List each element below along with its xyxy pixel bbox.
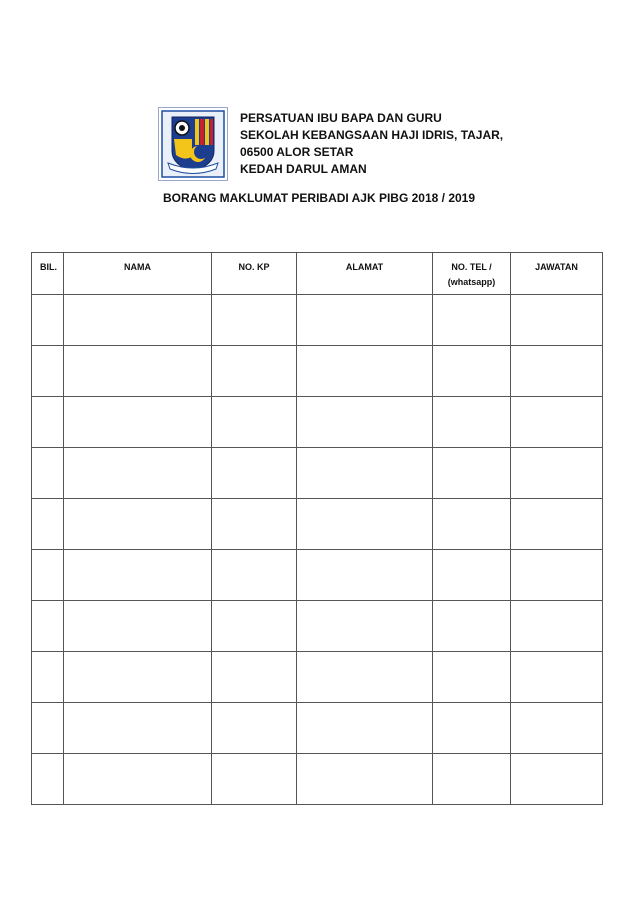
cell-no-kp[interactable] — [212, 703, 297, 754]
cell-no-tel[interactable] — [433, 448, 511, 499]
cell-no-tel[interactable] — [433, 703, 511, 754]
cell-no-tel[interactable] — [433, 397, 511, 448]
cell-jawatan[interactable] — [511, 397, 603, 448]
cell-bil[interactable] — [32, 346, 64, 397]
table-row — [32, 397, 603, 448]
school-header — [240, 110, 503, 178]
header-line: PERSATUAN IBU BAPA DAN GURU — [240, 111, 442, 125]
cell-no-kp[interactable] — [212, 652, 297, 703]
cell-alamat[interactable] — [297, 703, 433, 754]
cell-nama[interactable] — [64, 397, 212, 448]
cell-jawatan[interactable] — [511, 448, 603, 499]
cell-jawatan[interactable] — [511, 550, 603, 601]
cell-no-tel[interactable] — [433, 499, 511, 550]
cell-alamat[interactable] — [297, 448, 433, 499]
col-header-alamat: ALAMAT — [297, 253, 433, 295]
table-row — [32, 601, 603, 652]
table-row — [32, 754, 603, 805]
cell-bil[interactable] — [32, 499, 64, 550]
cell-bil[interactable] — [32, 550, 64, 601]
cell-nama[interactable] — [64, 703, 212, 754]
col-header-no-tel-sub: (whatsapp) — [447, 277, 496, 287]
table-row — [32, 703, 603, 754]
cell-nama[interactable] — [64, 295, 212, 346]
cell-nama[interactable] — [64, 601, 212, 652]
col-header-jawatan: JAWATAN — [511, 253, 603, 295]
cell-alamat[interactable] — [297, 652, 433, 703]
cell-alamat[interactable] — [297, 397, 433, 448]
cell-alamat[interactable] — [297, 550, 433, 601]
cell-alamat[interactable] — [297, 754, 433, 805]
header-line: SEKOLAH KEBANGSAAN HAJI IDRIS, TAJAR, — [240, 128, 504, 142]
cell-jawatan[interactable] — [511, 499, 603, 550]
cell-bil[interactable] — [32, 652, 64, 703]
table-row — [32, 448, 603, 499]
cell-no-tel[interactable] — [433, 295, 511, 346]
col-header-no-tel — [433, 253, 511, 295]
cell-jawatan[interactable] — [511, 754, 603, 805]
cell-alamat[interactable] — [297, 601, 433, 652]
cell-no-kp[interactable] — [212, 295, 297, 346]
cell-bil[interactable] — [32, 754, 64, 805]
table-row — [32, 652, 603, 703]
cell-nama[interactable] — [64, 550, 212, 601]
cell-jawatan[interactable] — [511, 652, 603, 703]
col-header-no-kp: NO. KP — [212, 253, 297, 295]
cell-no-kp[interactable] — [212, 550, 297, 601]
cell-alamat[interactable] — [297, 295, 433, 346]
cell-jawatan[interactable] — [511, 346, 603, 397]
cell-bil[interactable] — [32, 703, 64, 754]
cell-nama[interactable] — [64, 346, 212, 397]
cell-no-tel[interactable] — [433, 754, 511, 805]
member-table — [31, 252, 603, 805]
cell-jawatan[interactable] — [511, 601, 603, 652]
table-header-row — [32, 253, 603, 295]
header-line: KEDAH DARUL AMAN — [240, 162, 367, 176]
cell-jawatan[interactable] — [511, 295, 603, 346]
cell-no-kp[interactable] — [212, 397, 297, 448]
cell-bil[interactable] — [32, 397, 64, 448]
cell-no-kp[interactable] — [212, 346, 297, 397]
cell-nama[interactable] — [64, 652, 212, 703]
header-line: 06500 ALOR SETAR — [240, 145, 354, 159]
form-title: BORANG MAKLUMAT PERIBADI AJK PIBG 2018 / 2019 — [162, 191, 476, 205]
cell-nama[interactable] — [64, 448, 212, 499]
cell-no-kp[interactable] — [212, 601, 297, 652]
cell-no-kp[interactable] — [212, 754, 297, 805]
col-header-nama: NAMA — [64, 253, 212, 295]
table-row — [32, 346, 603, 397]
cell-no-tel[interactable] — [433, 652, 511, 703]
cell-nama[interactable] — [64, 754, 212, 805]
cell-bil[interactable] — [32, 448, 64, 499]
cell-no-tel[interactable] — [433, 550, 511, 601]
cell-no-tel[interactable] — [433, 601, 511, 652]
cell-alamat[interactable] — [297, 346, 433, 397]
col-header-no-tel-label: NO. TEL / — [451, 262, 492, 272]
table-row — [32, 550, 603, 601]
cell-bil[interactable] — [32, 295, 64, 346]
cell-nama[interactable] — [64, 499, 212, 550]
table-row — [32, 499, 603, 550]
cell-no-kp[interactable] — [212, 448, 297, 499]
cell-bil[interactable] — [32, 601, 64, 652]
cell-no-kp[interactable] — [212, 499, 297, 550]
school-crest-icon — [158, 107, 228, 181]
table-body — [32, 295, 603, 805]
table-row — [32, 295, 603, 346]
cell-no-tel[interactable] — [433, 346, 511, 397]
col-header-bil: BIL. — [32, 253, 64, 295]
cell-jawatan[interactable] — [511, 703, 603, 754]
cell-alamat[interactable] — [297, 499, 433, 550]
